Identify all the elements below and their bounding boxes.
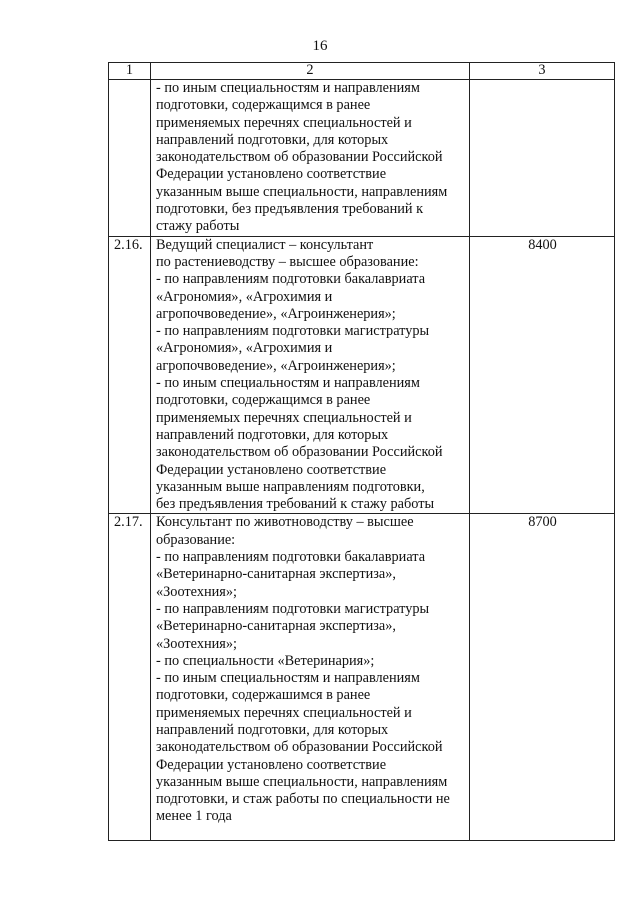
- row-number: [109, 80, 151, 237]
- requirements-line: законодательством об образовании Российской: [156, 739, 443, 756]
- requirements-line: менее 1 года: [156, 808, 232, 825]
- requirements-line: применяемых перечнях специальностей и: [156, 114, 412, 131]
- requirements-line: - по специальности «Ветеринария»;: [156, 652, 375, 669]
- requirements-line: «Зоотехния»;: [156, 583, 237, 600]
- requirements-line: образование:: [156, 531, 236, 548]
- column-header: 1: [109, 63, 151, 80]
- requirements-line: Ведущий специалист – консультант: [156, 236, 374, 253]
- requirements-line: Консультант по животноводству – высшее: [156, 514, 414, 531]
- requirements-line: без предъявления требований к стажу работы: [156, 496, 435, 513]
- salary-table: [108, 62, 615, 841]
- requirements-line: направлений подготовки, для которых: [156, 426, 389, 443]
- page-number: 16: [312, 38, 328, 54]
- row-number: 2.17.: [109, 514, 151, 841]
- requirements-line: «Ветеринарно-санитарная экспертиза»,: [156, 566, 397, 583]
- requirements-line: - по направлениям подготовки магистратуры: [156, 323, 430, 340]
- requirements-line: применяемых перечнях специальностей и: [156, 704, 412, 721]
- table-row: [109, 514, 615, 841]
- requirements-line: законодательством об образовании Российской: [156, 444, 443, 461]
- requirements-line: агропочвоведение», «Агроинженерия»;: [156, 305, 396, 322]
- requirements-line: - по иным специальностям и направлениям: [156, 670, 420, 687]
- table-header-row: [109, 63, 615, 80]
- requirements-line: подготовки, без предъявления требований к: [156, 201, 424, 218]
- requirements-line: подготовки, и стаж работы по специальности не: [156, 791, 450, 808]
- requirements-line: - по направлениям подготовки бакалавриата: [156, 271, 426, 288]
- requirements-line: применяемых перечнях специальностей и: [156, 409, 412, 426]
- requirements-cell: [151, 80, 470, 237]
- row-number: 2.16.: [109, 236, 151, 514]
- requirements-line: Федерации установлено соответствие: [156, 461, 387, 478]
- requirements-line: указанным выше направлениям подготовки,: [156, 478, 425, 495]
- requirements-line: законодательством об образовании Российской: [156, 149, 443, 166]
- requirements-line: направлений подготовки, для которых: [156, 131, 389, 148]
- requirements-line: - по направлениям подготовки магистратуры: [156, 600, 430, 617]
- salary-value: 8700: [470, 514, 615, 841]
- requirements-line: по растениеводству – высшее образование:: [156, 253, 419, 270]
- requirements-line: стажу работы: [156, 218, 240, 235]
- column-header: 3: [470, 63, 615, 80]
- table-row: [109, 236, 615, 514]
- requirements-line: «Ветеринарно-санитарная экспертиза»,: [156, 618, 397, 635]
- requirements-cell: [151, 514, 470, 841]
- requirements-line: направлений подготовки, для которых: [156, 721, 389, 738]
- requirements-line: подготовки, содержащимся в ранее: [156, 392, 371, 409]
- requirements-line: - по иным специальностям и направлениям: [156, 375, 420, 392]
- column-header: 2: [151, 63, 470, 80]
- requirements-cell: [151, 236, 470, 514]
- requirements-line: Федерации установлено соответствие: [156, 756, 387, 773]
- salary-value: [470, 80, 615, 237]
- requirements-line: «Агрономия», «Агрохимия и: [156, 340, 333, 357]
- requirements-line: - по направлениям подготовки бакалавриата: [156, 549, 426, 566]
- salary-value: 8400: [470, 236, 615, 514]
- requirements-line: - по иным специальностям и направлениям: [156, 80, 420, 96]
- requirements-line: «Зоотехния»;: [156, 635, 237, 652]
- requirements-line: Федерации установлено соответствие: [156, 166, 387, 183]
- requirements-line: указанным выше специальности, направлениям: [156, 183, 448, 200]
- table-row: [109, 80, 615, 237]
- requirements-line: подготовки, содержашимся в ранее: [156, 687, 371, 704]
- requirements-line: указанным выше специальности, направлениям: [156, 773, 448, 790]
- requirements-line: «Агрономия», «Агрохимия и: [156, 288, 333, 305]
- requirements-line: агропочвоведение», «Агроинженерия»;: [156, 357, 396, 374]
- requirements-line: подготовки, содержащимся в ранее: [156, 97, 371, 114]
